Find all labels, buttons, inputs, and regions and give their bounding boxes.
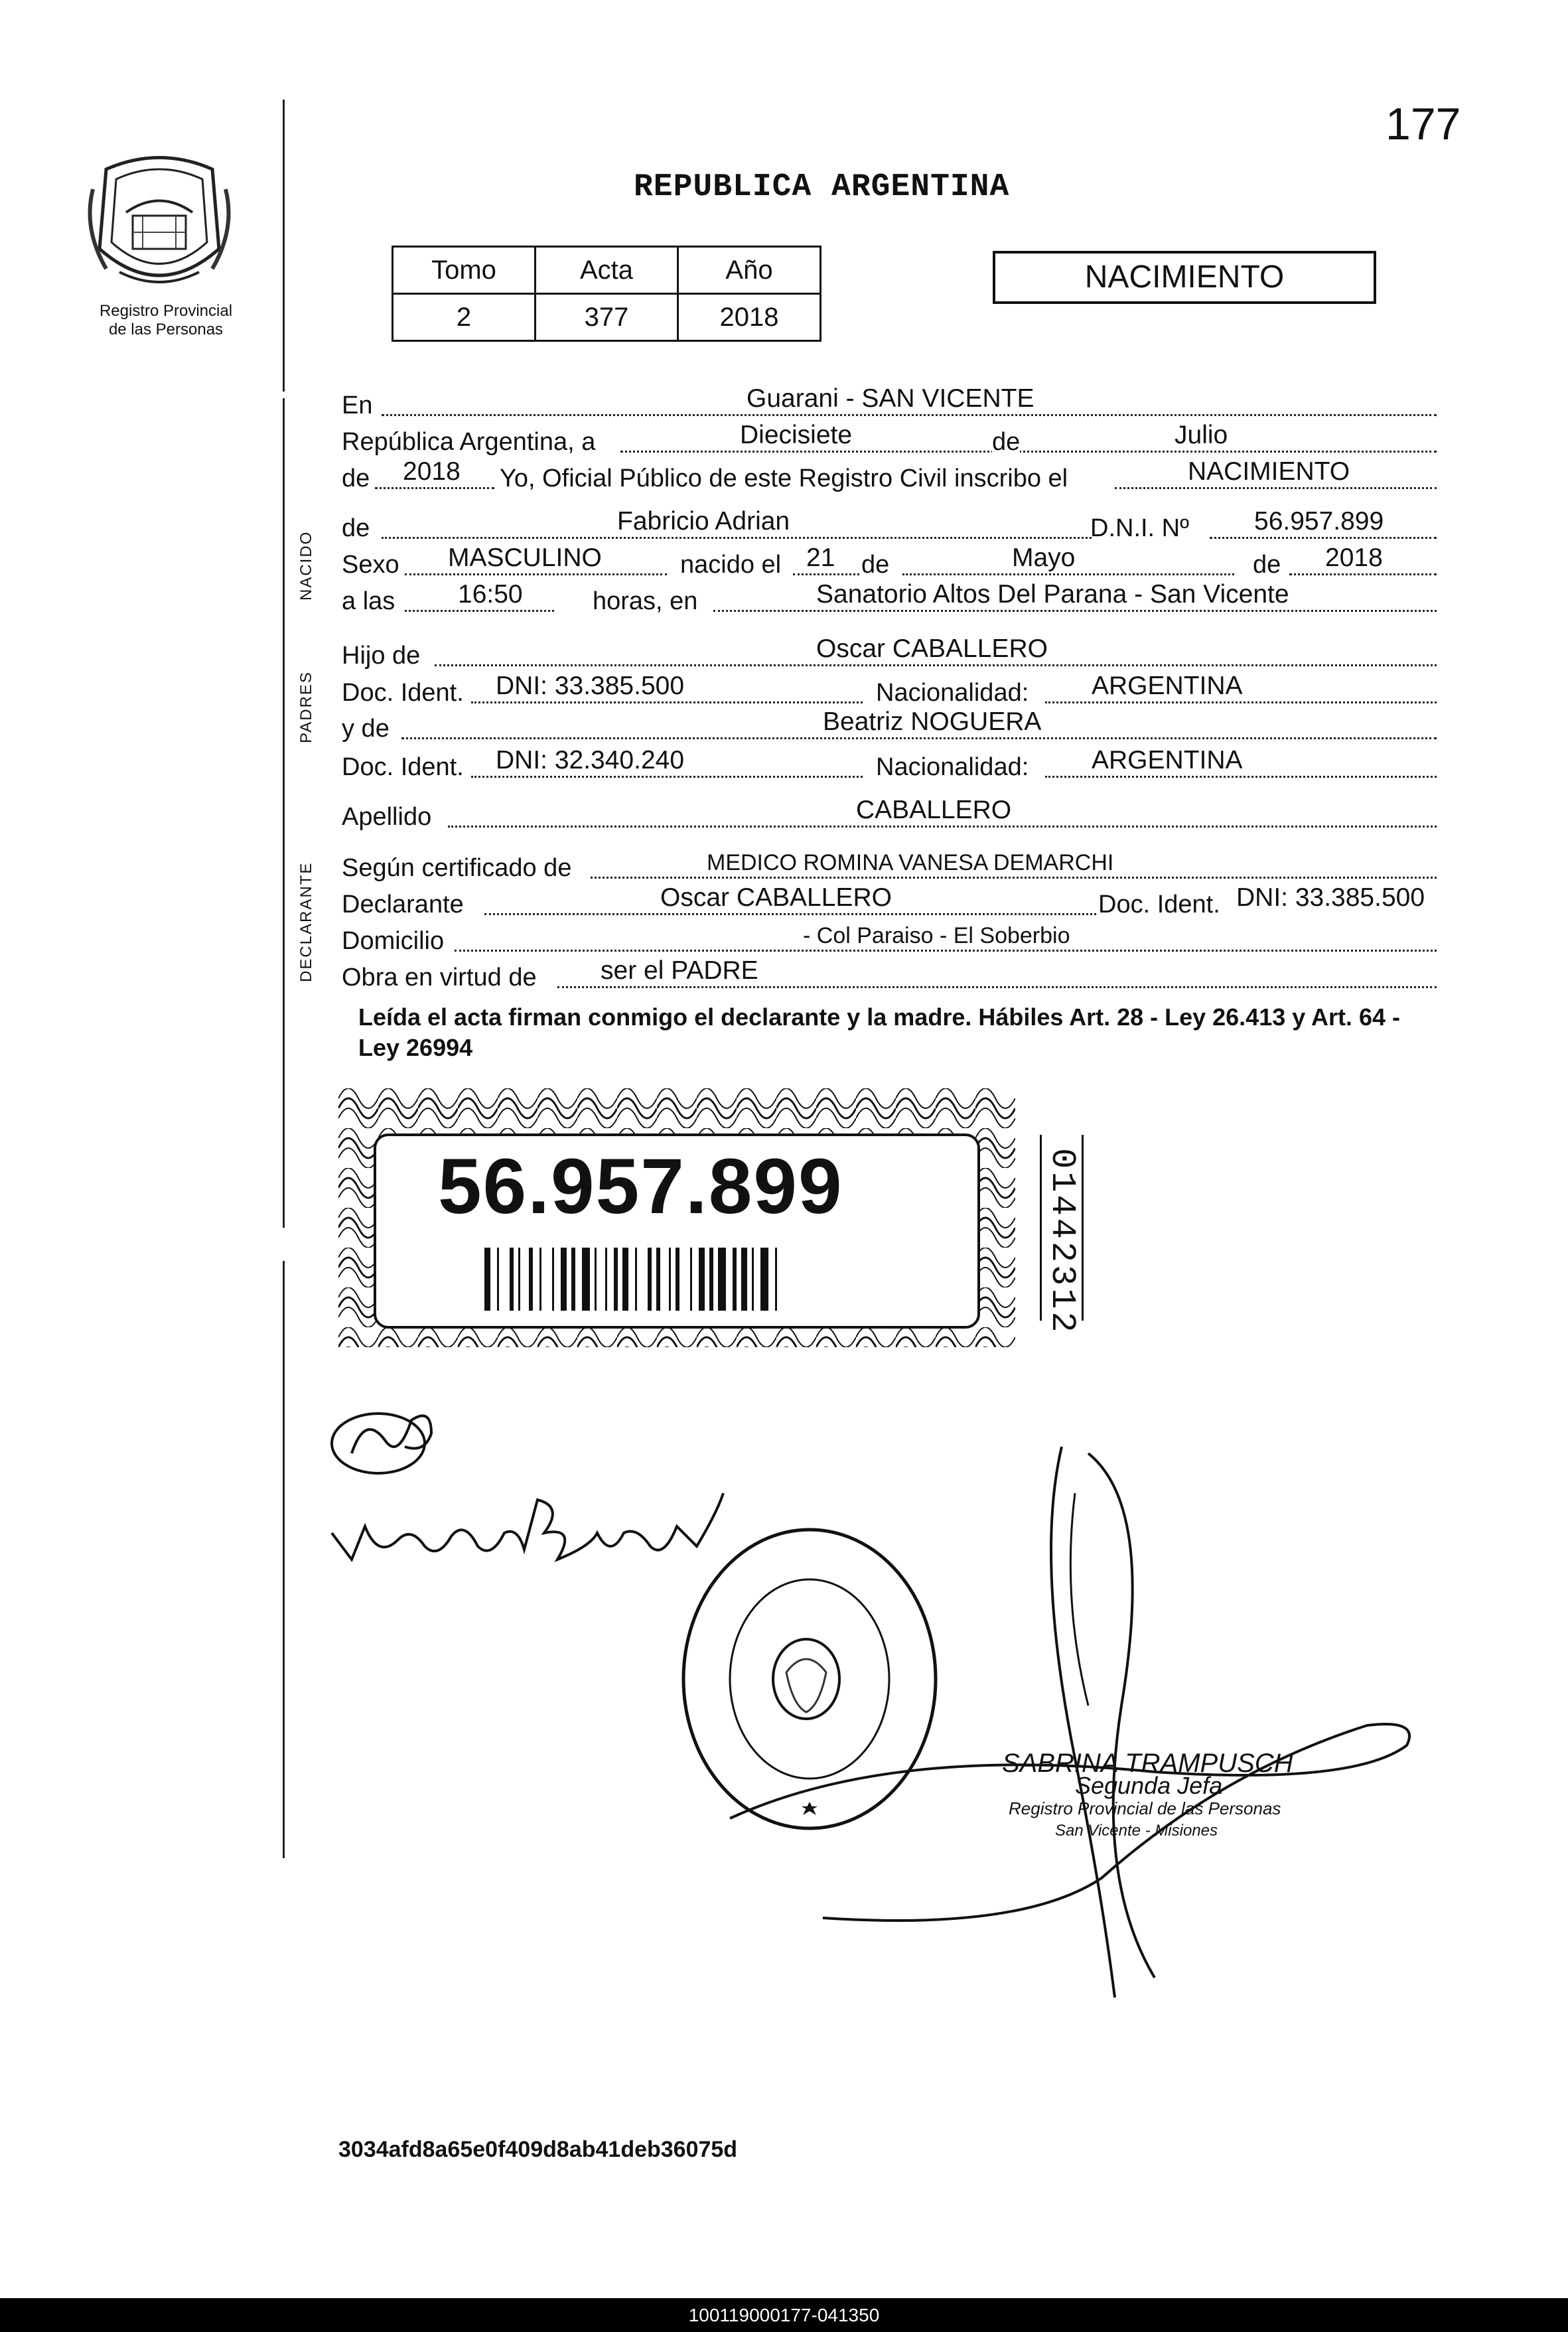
birth-month-value: Mayo bbox=[1012, 544, 1076, 572]
label-hours: horas, en bbox=[593, 587, 698, 615]
dotted-line bbox=[455, 950, 1437, 952]
registry-name bbox=[70, 302, 262, 339]
dotted-line bbox=[375, 487, 494, 489]
row-capacity bbox=[342, 956, 1437, 992]
row-certificate bbox=[342, 851, 1437, 883]
label-nationality: Nacionalidad: bbox=[876, 753, 1029, 781]
row-father-doc bbox=[342, 672, 1437, 707]
capacity-value: ser el PADRE bbox=[601, 956, 758, 985]
value-ano: 2018 bbox=[678, 294, 821, 341]
month-value: Julio bbox=[1175, 421, 1228, 449]
official-location: San Vicente - Misiones bbox=[1055, 1822, 1218, 1840]
label-nationality: Nacionalidad: bbox=[876, 679, 1029, 707]
declarant-value: Oscar CABALLERO bbox=[660, 883, 892, 912]
label-sexo: Sexo bbox=[342, 551, 399, 579]
mother-doc-value: DNI: 32.340.240 bbox=[496, 746, 685, 774]
dotted-line bbox=[382, 414, 1437, 416]
label-official: Yo, Oficial Público de este Registro Civil inscribo el bbox=[500, 465, 1068, 492]
dotted-line bbox=[448, 826, 1437, 828]
initials-signature-icon bbox=[325, 1394, 458, 1480]
page-number: 177 bbox=[1386, 99, 1461, 149]
row-date bbox=[342, 421, 1437, 457]
legal-notice: Leída el acta firman conmigo el declarante y la madre. Hábiles Art. 28 - Ley 26.413 y Art. 64 - Ley 26994 bbox=[358, 1003, 1400, 1061]
value-acta: 377 bbox=[535, 294, 678, 341]
day-value: Diecisiete bbox=[740, 421, 853, 449]
header-ano: Año bbox=[678, 247, 821, 294]
dotted-line bbox=[1115, 487, 1437, 489]
dotted-line bbox=[471, 776, 863, 778]
certificate-value: MEDICO ROMINA VANESA DEMARCHI bbox=[707, 850, 1114, 875]
label-doc: Doc. Ident. bbox=[342, 753, 464, 781]
margin-label-padres: PADRES bbox=[297, 671, 315, 743]
surname-value: CABALLERO bbox=[856, 796, 1012, 824]
father-nationality-value: ARGENTINA bbox=[1092, 672, 1243, 700]
margin-label-nacido: NACIDO bbox=[297, 530, 315, 601]
father-name-value: Oscar CABALLERO bbox=[816, 634, 1048, 663]
official-signature-icon bbox=[690, 1427, 1447, 2004]
dotted-line bbox=[471, 701, 863, 703]
label-address: Domicilio bbox=[342, 927, 445, 955]
value-tomo: 2 bbox=[393, 294, 535, 341]
mother-nationality-value: ARGENTINA bbox=[1092, 746, 1243, 774]
birth-day-value: 21 bbox=[806, 544, 835, 572]
row-surname bbox=[342, 796, 1437, 832]
dotted-line bbox=[401, 737, 1437, 739]
margin-line bbox=[283, 398, 285, 1228]
birth-year-value: 2018 bbox=[1325, 544, 1383, 572]
label-de: de bbox=[342, 465, 370, 492]
label-de: de bbox=[1253, 551, 1281, 579]
dotted-line bbox=[713, 610, 1437, 612]
margin-line bbox=[283, 100, 285, 392]
margin-line bbox=[283, 1261, 285, 1858]
record-type-box: NACIMIENTO bbox=[993, 251, 1376, 304]
label-at: a las bbox=[342, 587, 395, 615]
mother-name-value: Beatriz NOGUERA bbox=[823, 707, 1042, 736]
dotted-line bbox=[1045, 701, 1437, 703]
serial-number: 01442312 bbox=[1042, 1148, 1082, 1335]
label-en: En bbox=[342, 392, 373, 419]
label-and: y de bbox=[342, 715, 390, 743]
dotted-line bbox=[435, 664, 1437, 666]
row-child-name bbox=[342, 507, 1437, 543]
dotted-line bbox=[591, 877, 1437, 879]
dotted-line bbox=[793, 573, 859, 575]
row-year bbox=[342, 457, 1437, 493]
row-address bbox=[342, 924, 1437, 956]
dotted-line bbox=[557, 986, 1437, 988]
official-signature-block bbox=[1002, 1749, 1293, 1842]
row-father bbox=[342, 634, 1437, 670]
event-value: NACIMIENTO bbox=[1188, 457, 1350, 486]
margin-label-declarante: DECLARANTE bbox=[297, 861, 315, 982]
dotted-line bbox=[405, 610, 554, 612]
label-doc-ident: Doc. Ident. bbox=[1098, 891, 1220, 918]
tomo-acta-ano-table bbox=[392, 246, 821, 342]
label-de: de bbox=[342, 514, 370, 542]
row-place bbox=[342, 384, 1437, 420]
child-name-value: Fabricio Adrian bbox=[617, 507, 790, 536]
label-surname: Apellido bbox=[342, 803, 432, 831]
label-child-of: Hijo de bbox=[342, 642, 421, 670]
dotted-line bbox=[484, 913, 1148, 915]
row-time-place bbox=[342, 580, 1437, 616]
header-acta: Acta bbox=[535, 247, 678, 294]
label-de: de bbox=[992, 428, 1021, 456]
label-republic: República Argentina, a bbox=[342, 428, 596, 456]
serial-stamp bbox=[1030, 1135, 1090, 1335]
label-born: nacido el bbox=[680, 551, 782, 579]
registry-line-1: Registro Provincial bbox=[99, 302, 233, 320]
official-name: SABRINA TRAMPUSCH bbox=[1002, 1749, 1293, 1778]
year-value: 2018 bbox=[403, 457, 461, 486]
barcode bbox=[484, 1248, 909, 1311]
dotted-line bbox=[1045, 776, 1437, 778]
dotted-line bbox=[405, 573, 667, 575]
birth-time-value: 16:50 bbox=[458, 580, 523, 609]
row-sex-birth bbox=[342, 544, 1437, 579]
father-doc-value: DNI: 33.385.500 bbox=[496, 672, 685, 700]
official-role: Segunda Jefa bbox=[1075, 1772, 1223, 1799]
label-declarant: Declarante bbox=[342, 891, 464, 918]
official-office: Registro Provincial de las Personas bbox=[1009, 1798, 1281, 1818]
row-mother-doc bbox=[342, 746, 1437, 782]
header-tomo: Tomo bbox=[393, 247, 535, 294]
dotted-line bbox=[902, 573, 1234, 575]
dotted-line bbox=[1289, 573, 1437, 575]
label-de: de bbox=[861, 551, 890, 579]
dotted-line bbox=[620, 451, 1437, 453]
dotted-line bbox=[382, 537, 1092, 539]
country-title: REPUBLICA ARGENTINA bbox=[634, 169, 1010, 205]
sex-value: MASCULINO bbox=[448, 544, 602, 572]
birth-place-value: Sanatorio Altos Del Parana - San Vicente bbox=[816, 580, 1289, 609]
place-value: Guarani - SAN VICENTE bbox=[747, 384, 1034, 413]
label-certificate: Según certificado de bbox=[342, 854, 572, 882]
label-dni: D.N.I. Nº bbox=[1090, 514, 1189, 542]
id-number: 56.957.899 bbox=[438, 1143, 843, 1230]
document-hash: 3034afd8a65e0f409d8ab41deb36075d bbox=[338, 2137, 738, 2162]
footer-code: 100119000177-041350 bbox=[0, 2298, 1568, 2332]
declarant-doc-value: DNI: 33.385.500 bbox=[1236, 883, 1425, 912]
row-declarant bbox=[342, 883, 1437, 919]
province-seal-icon bbox=[80, 149, 239, 302]
label-doc: Doc. Ident. bbox=[342, 679, 464, 707]
registry-line-2: de las Personas bbox=[108, 321, 224, 338]
row-mother bbox=[342, 707, 1437, 743]
address-value: - Col Paraiso - El Soberbio bbox=[803, 923, 1070, 948]
label-capacity: Obra en virtud de bbox=[342, 964, 537, 991]
dotted-line bbox=[1210, 537, 1437, 539]
child-dni-value: 56.957.899 bbox=[1254, 507, 1384, 536]
